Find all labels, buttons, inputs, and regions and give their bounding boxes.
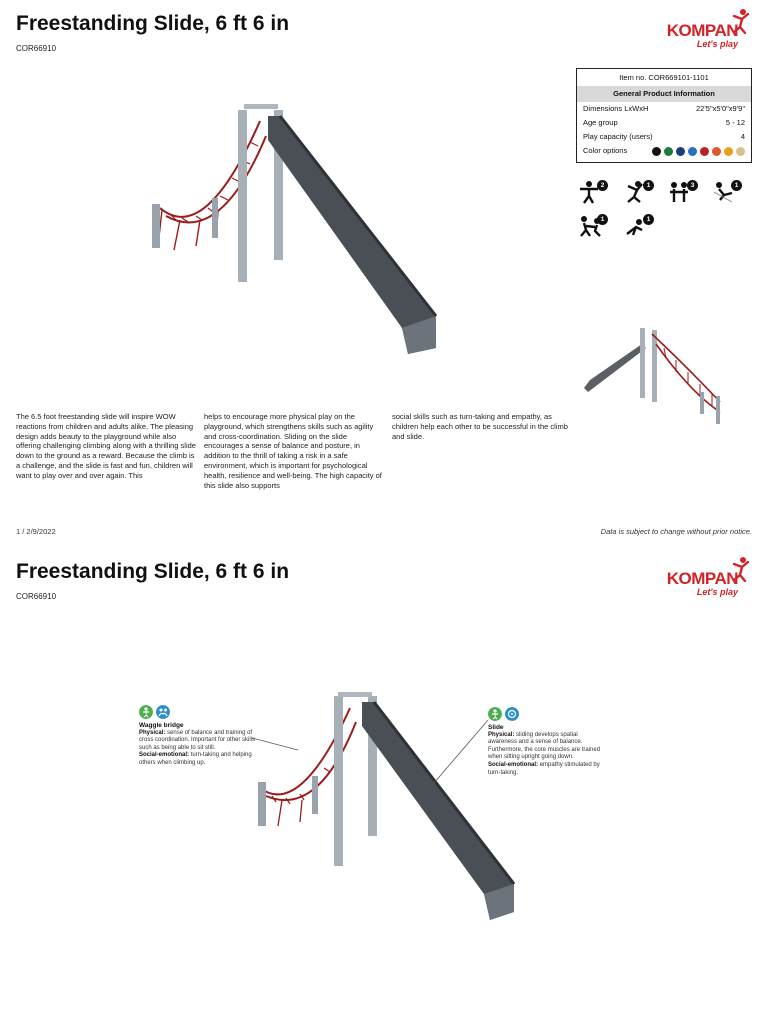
color-swatch <box>688 147 697 156</box>
skill-count: 2 <box>597 180 608 191</box>
info-label: Age group <box>583 118 618 127</box>
callout-physical <box>488 732 608 762</box>
color-swatch <box>664 147 673 156</box>
callout-label: Social-emotional: <box>488 761 539 768</box>
page-title: Freestanding Slide, 6 ft 6 in <box>16 560 290 583</box>
page-footer-date: 1 / 2/9/2022 <box>16 527 56 536</box>
callout-title: Slide <box>488 724 504 731</box>
social-skill-icon <box>156 705 170 719</box>
info-label: Dimensions LxWxH <box>583 104 649 113</box>
callout-text: turn-taking and helping others when climbing up. <box>139 752 252 766</box>
skill-count: 1 <box>643 214 654 225</box>
callout-text: empathy stimulated by turn-taking. <box>488 761 600 776</box>
kompan-logo <box>650 8 750 48</box>
skill-icons <box>576 176 756 246</box>
info-row-capacity <box>577 130 751 144</box>
color-swatch <box>724 147 733 156</box>
info-row-age <box>577 116 751 130</box>
color-swatch <box>700 147 709 156</box>
skill-count: 1 <box>643 180 654 191</box>
callout-slide <box>488 707 608 777</box>
callout-label: Physical: <box>139 729 166 736</box>
callout-social <box>488 762 608 777</box>
callout-social <box>139 752 259 767</box>
skill-count: 3 <box>687 180 698 191</box>
callout-waggle-bridge <box>139 705 259 768</box>
info-value: 5 - 12 <box>725 118 745 127</box>
skill-social <box>668 180 698 206</box>
physical-skill-icon <box>488 707 502 721</box>
skill-climbing <box>624 180 654 206</box>
color-swatch <box>712 147 721 156</box>
callout-label: Social-emotional: <box>139 752 190 759</box>
product-code: COR66910 <box>16 44 57 53</box>
skill-balance <box>578 180 608 206</box>
logo-word: KOMPAN <box>666 21 738 40</box>
callout-physical <box>139 730 259 753</box>
info-label: Color options <box>583 146 628 155</box>
info-label: Play capacity (users) <box>583 132 653 141</box>
kompan-logo <box>650 556 750 596</box>
skill-cooperation <box>578 214 608 240</box>
callout-text: sliding develops spatial awareness and a sense of balance. Furthermore, the core muscles are trained when sitting upright going down. <box>488 731 601 761</box>
description-col-3: social skills such as turn-taking and empathy, as children help each other to be successful in the climb and slide. <box>392 412 568 441</box>
info-value: 22'5"x5'0"x9'9" <box>696 104 745 113</box>
product-info-table <box>576 68 752 163</box>
callout-text: sense of balance and training of cross coordination. Important for other skills such as being able to sit still. <box>139 729 256 751</box>
skill-sliding <box>712 180 742 206</box>
info-row-dimensions <box>577 102 751 116</box>
description-col-2: helps to encourage more physical play on the playground, which strengthens skills such as agility and cross-coordination. Sliding on the slide encourages a sense of balance and posture, in addition to the thrill of taking a risk in a safe environment, which is important for psychological health, resilience and well-being. The high capacity of this slide also supports <box>204 412 382 490</box>
color-swatch <box>676 147 685 156</box>
page-2 <box>0 548 768 1024</box>
product-image-side <box>580 322 748 432</box>
page-title: Freestanding Slide, 6 ft 6 in <box>16 12 290 35</box>
page-footer-note: Data is subject to change without prior notice. <box>600 527 752 536</box>
callout-lines <box>240 718 500 808</box>
info-value: 4 <box>740 132 745 141</box>
logo-tagline: Let's play <box>696 39 738 49</box>
color-swatch <box>736 147 745 156</box>
color-swatches <box>652 144 745 158</box>
color-swatch <box>652 147 661 156</box>
product-image-main <box>140 96 450 366</box>
info-header: General Product Information <box>577 86 751 102</box>
physical-skill-icon <box>139 705 153 719</box>
info-row-colors <box>577 144 751 158</box>
logo-tagline: Let's play <box>696 587 738 597</box>
callout-title: Waggle bridge <box>139 722 184 729</box>
item-number: Item no. COR669101-1101 <box>619 73 709 82</box>
spatial-skill-icon <box>505 707 519 721</box>
callout-label: Physical: <box>488 731 515 738</box>
logo-word: KOMPAN <box>666 569 738 588</box>
skill-count: 1 <box>597 214 608 225</box>
skill-spatial <box>624 214 654 240</box>
product-code: COR66910 <box>16 592 57 601</box>
description-col-1: The 6.5 foot freestanding slide will inspire WOW reactions from children and adults alike. The pleasing design adds beauty to the playground while also offering challenging climbing along with a thrilling slide down to the ground as a reward. Because the climb is a challenge, and the slide is fast and fun, children will want to play over and over again. This <box>16 412 196 480</box>
skill-count: 1 <box>731 180 742 191</box>
callout-icons <box>139 705 259 719</box>
callout-icons <box>488 707 608 721</box>
